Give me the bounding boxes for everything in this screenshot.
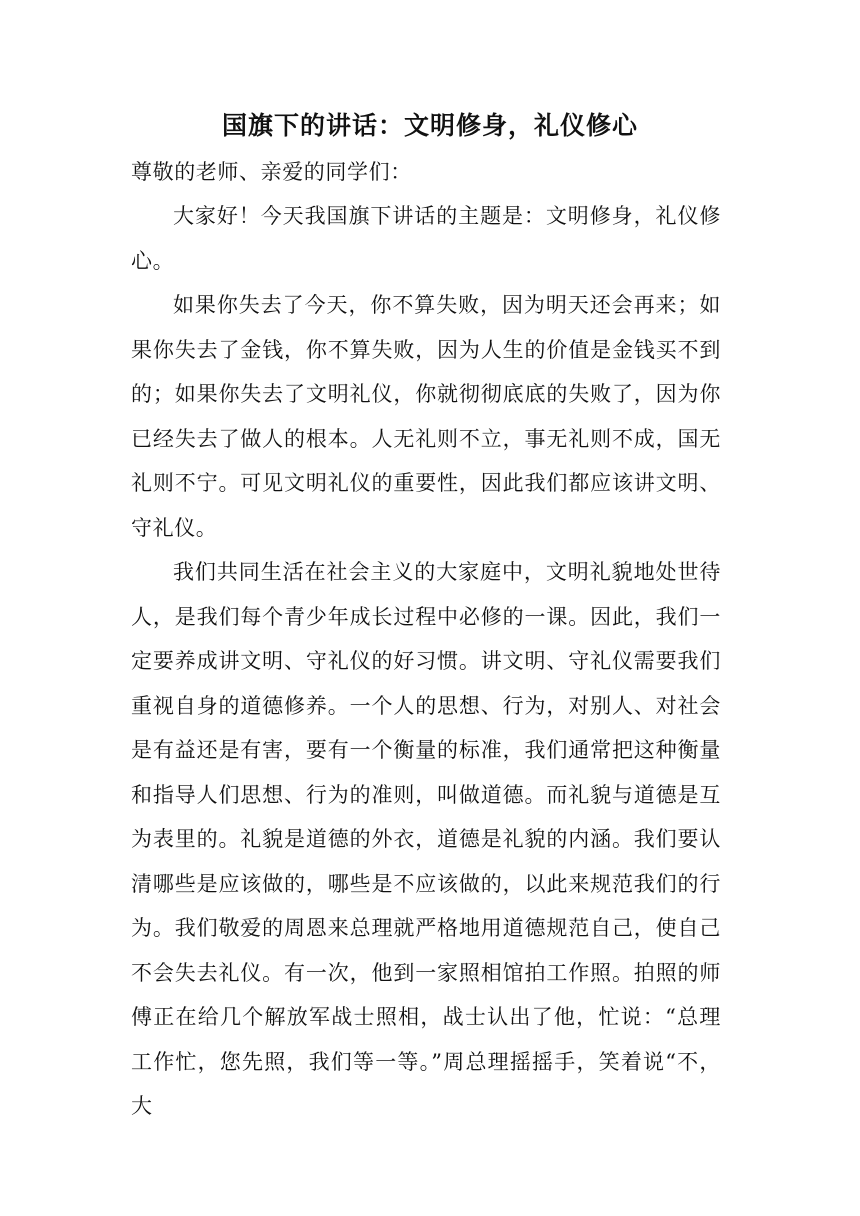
paragraph-morality: 我们共同生活在社会主义的大家庭中，文明礼貌地处世待人，是我们每个青少年成长过程中必修的一课。因此，我们一定要养成讲文明、守礼仪的好习惯。讲文明、守礼仪需要我们重视自身的道德修养。一个人的思想、行为，对别人、对社会是有益还是有害，要有一个衡量的标准，我们通常把这种衡量和指导人们思想、行为的准则，叫做道德。而礼貌与道德是互为表里的。礼貌是道德的外衣，道德是礼貌的内涵。我们要认清哪些是应该做的，哪些是不应该做的，以此来规范我们的行为。我们敬爱的周恩来总理就严格地用道德规范自己，使自己不会失去礼仪。有一次，他到一家照相馆拍工作照。拍照的师傅正在给几个解放军战士照相，战士认出了他，忙说：“总理工作忙，您先照，我们等一等。”周总理摇摇手，笑着说“不，大 (131, 560, 721, 1118)
document-title: 国旗下的讲话：文明修身，礼仪修心 (221, 111, 638, 140)
paragraph-greeting: 大家好！今天我国旗下讲话的主题是：文明修身，礼仪修心。 (131, 204, 721, 273)
paragraph-importance: 如果你失去了今天，你不算失败，因为明天还会再来；如果你失去了金钱，你不算失败，因为人生的价值是金钱买不到的；如果你失去了文明礼仪，你就彻彻底底的失败了，因为你已经失去了做人的根本。人无礼则不立，事无礼则不成，国无礼则不宁。可见文明礼仪的重要性，因此我们都应该讲文明、守礼仪。 (131, 293, 721, 540)
salutation: 尊敬的老师、亲爱的同学们： (131, 160, 412, 184)
body-paragraphs (131, 194, 721, 1129)
